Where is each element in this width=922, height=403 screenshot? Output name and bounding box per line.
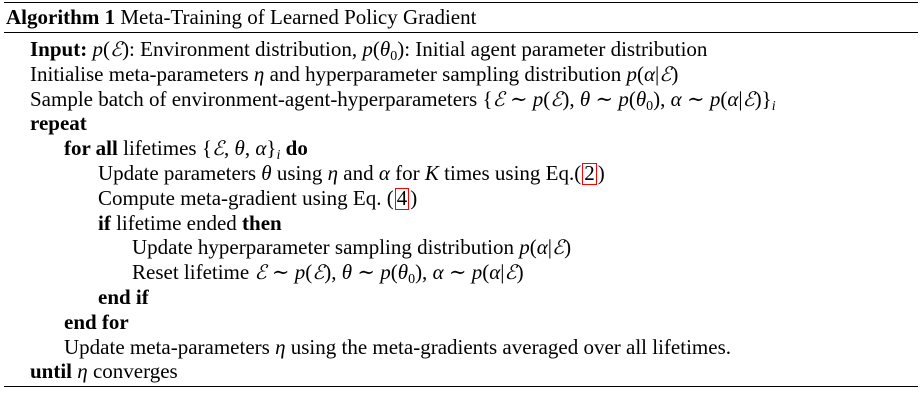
math-eta-3: η — [275, 334, 286, 359]
line-if — [4, 211, 918, 236]
do-keyword: do — [285, 136, 308, 161]
math-theta: θ — [261, 160, 272, 185]
for-all-keyword: for all — [64, 136, 118, 161]
init-text-b: and hyperparameter sampling distribution — [269, 61, 622, 86]
update-hyper-text: Update hyperparameter sampling distribution — [132, 235, 514, 260]
math-lifetime-set: {ℰ, θ, $\alpha\}_i$ — [201, 136, 281, 164]
algorithm-caption — [4, 3, 918, 32]
input-init-text: Initial agent parameter distribution — [415, 37, 708, 61]
eq-ref-4-link[interactable]: 4 — [396, 185, 408, 210]
line-end-if — [4, 285, 918, 310]
update-text-d: for — [395, 160, 420, 185]
caption-title: Meta-Training of Learned Policy Gradient — [120, 5, 477, 29]
algorithm-body — [4, 33, 918, 386]
line-until — [4, 359, 918, 384]
repeat-keyword: repeat — [30, 111, 87, 136]
input-env-text: Environment distribution, — [140, 37, 358, 61]
until-text: converges — [92, 359, 178, 384]
bottom-rule — [4, 386, 918, 387]
update-text-a: Update parameters — [98, 160, 257, 185]
line-update-hyper — [4, 235, 918, 260]
end-for-keyword: end for — [64, 309, 129, 334]
update-text-c: and — [343, 160, 374, 185]
math-alpha: α — [378, 160, 390, 185]
if-text: lifetime ended — [116, 210, 237, 235]
init-text-a: Initialise meta-parameters — [30, 61, 249, 86]
line-initialise — [4, 62, 918, 87]
line-end-for — [4, 310, 918, 335]
for-all-text: lifetimes — [123, 136, 197, 161]
until-keyword: until — [30, 359, 73, 384]
update-text-b: using — [276, 160, 323, 185]
math-eta: η — [253, 61, 265, 86]
end-if-keyword: end if — [98, 284, 149, 309]
update-meta-text-b: using the meta-gradients averaged over all lifetimes. — [290, 334, 731, 359]
math-p-alpha-env-2: p(α|ℰ) — [519, 235, 572, 260]
line-update-params: Update parameters θ using η and α for K times using Eq.( 2 ) — [98, 160, 605, 185]
caption-label: Algorithm 1 — [6, 5, 116, 29]
math-p-env: p(ℰ): — [92, 37, 135, 61]
line-repeat — [4, 111, 918, 136]
math-sample-set: {ℰ ∼ p(ℰ), θ ∼ $p(\theta_0)$, α ∼ $p(\alpha|ℰ)\}_i$ — [482, 86, 776, 114]
compute-text: Compute meta-gradient using Eq. — [98, 185, 382, 210]
line-compute: Compute meta-gradient using Eq. ( 4 ) — [98, 185, 418, 210]
math-p-alpha-env: p(α|ℰ) — [626, 61, 679, 86]
line-input — [4, 37, 918, 62]
algorithm-box — [4, 2, 918, 387]
update-meta-text-a: Update meta-parameters — [64, 334, 270, 359]
if-keyword: if — [98, 210, 111, 235]
math-k: K — [424, 160, 439, 185]
line-reset — [4, 260, 918, 288]
sample-text: Sample batch of environment-agent-hyperparameters — [30, 86, 478, 111]
eq-ref-2-link[interactable]: 2 — [584, 160, 595, 185]
math-p-theta0: $p(\theta_0)$: — [362, 37, 411, 64]
math-eta-4: η — [77, 359, 88, 384]
then-keyword: then — [242, 210, 282, 235]
math-eta-2: η — [327, 160, 339, 185]
line-for-all — [4, 136, 918, 164]
line-sample — [4, 87, 918, 112]
math-reset-set: ℰ ∼ p(ℰ), θ ∼ $p(\theta_0)$, α ∼ p(α|ℰ) — [254, 260, 524, 288]
reset-text: Reset lifetime — [132, 260, 250, 285]
update-text-e: times using Eq. — [444, 160, 575, 185]
input-keyword: Input: — [30, 37, 88, 61]
line-update-meta — [4, 335, 918, 360]
